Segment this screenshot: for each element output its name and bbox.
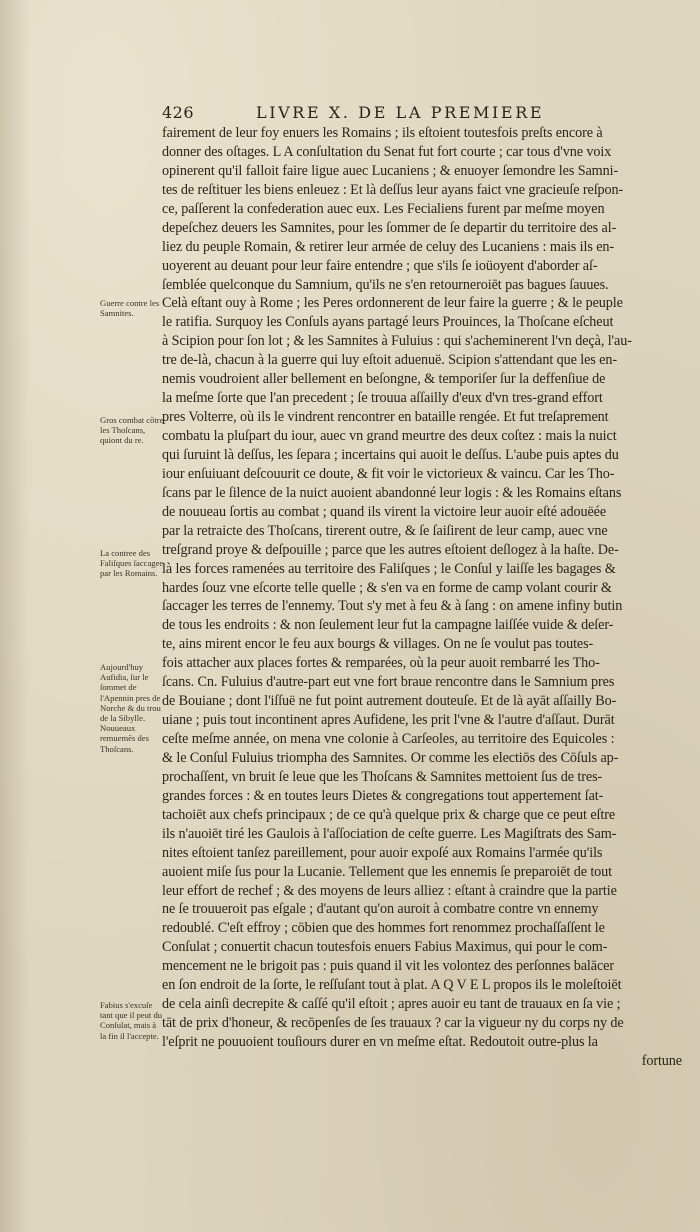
margin-note: Aujourd'huy Aufidia, ſur le ſommet de l'Apennin pres de Norche & du trou de la Sibylle. Nouueaux remuemēs des Thoſcans. [100,662,161,754]
text-line: qui ſuruint là deſſus, les ſepara ; incertains qui auoit le deſſus. L'aube puis aptes du [162,446,619,463]
text-line: ils n'auoiēt tiré les Gaulois à l'aſſociation de ceſte guerre. Les Magiſtrats des Sam- [162,825,617,842]
text-line: ſcans. Cn. Fuluius d'autre-part eut vne fort braue rencontre dans le Samnium pres [162,674,615,691]
text-line: leur effort de rechef ; & des moyens de leurs alliez : eſtant à craindre que la partie [162,882,617,899]
text-line: à Scipion pour ſon lot ; & les Samnites à Fuluius : qui s'acheminerent l'vn deçà, l'au- [162,333,632,350]
margin-note: Guerre contre les Samnites. [100,298,160,319]
text-line: là les forces ramenées au territoire des Faliſques ; le Conſul y laiſſe les bagages & [162,560,616,577]
text-line: treſgrand proye & deſpouille ; parce que les autres eſtoient deſlogez à la haſte. De- [162,541,619,558]
text-line: tāt de prix d'honeur, & recōpenſes de ſes trauaux ? car la vigueur ny du corps ny de [162,1015,624,1032]
text-line: de cela ainſi decrepite & caſſé qu'il eſtoit ; apres auoir eu tant de trauaux en ſa vie ; [162,996,621,1013]
text-line: liez du peuple Romain, & retirer leur armée de celuy des Lucaniens : mais ils en- [162,238,615,255]
text-line: depeſchez deuers les Samnites, pour les ſommer de ſe departir du territoire des al- [162,219,617,236]
body-text [162,124,682,1071]
text-line: nemis voudroient aller bellement en beſongne, & temporiſer ſur la deffenſiue de [162,371,606,388]
text-line: combatu la pluſpart du iour, auec vn grand meurtre des deux coſtez : mais la nuict [162,428,617,444]
text-line: Conſulat ; conuertit chacun toutesfois enuers Fabius Maximus, qui pour le com- [162,939,608,956]
text-line: fois attacher aux places fortes & remparées, où la peur auoit rembarré les Tho- [162,655,600,672]
text-line: ſaccager les terres de l'ennemy. Tout s'y met à feu & à ſang : on amene infiny butin [162,598,623,615]
text-line: iour enſuiuant deſcouurit ce doute, & fit voir le victorieux & vaincu. Car les Tho- [162,465,615,482]
text-line: ce, paſſerent la confederation auec eux. Les Fecialiens furent par meſme moyen [162,200,605,217]
text-line: de Bouiane ; dont l'iſſuë ne fut point autrement douteuſe. Et de là ayāt aſſailly Bo- [162,693,617,710]
text-line: par la retraicte des Thoſcans, tirerent outre, & ſe ſaiſirent de leur camp, auec vne [162,522,608,539]
text-line: mencement ne le brigoit pas : puis quand il vit les volontez des perſonnes balācer [162,958,614,975]
text-line: & le Conſul Fuluius triompha des Samnites. Or comme les electiōs des Cōſuls ap- [162,749,619,766]
text-line: auoient miſe ſus pour la Lucanie. Tellement que les ennemis ſe preparoiēt de tout [162,863,613,880]
gutter-shadow [0,0,30,1232]
text-line: fairement de leur foy enuers les Romains ; ils eſtoient toutesfois preſts encore à [162,125,603,141]
text-line: pres Volterre, où ils le vindrent rencontrer en bataille rengée. Et fut treſaprement [162,409,609,426]
text-line: ſemblée quelconque du Samnium, qu'ils ne s'en retourneroiēt pas bagues ſauues. [162,276,609,293]
text-line: tre de-là, chacun à la guerre qui luy eſtoit aduenuë. Scipion s'attendant que les en- [162,352,617,369]
margin-note: Gros combat cōtre les Thoſcans, quiont du re. [100,415,164,446]
text-line: uiane ; puis tout incontinent apres Aufidene, les prit l'vne & l'autre d'aſſaut. Durāt [162,712,615,729]
text-line: ſcans par le ſilence de la nuict auoient abandonné leur logis : & les Romains eſtans [162,484,622,501]
text-line: donner des oſtages. L A conſultation du Senat fut fort courte ; car tous d'vne voix [162,143,612,160]
margin-note: La contree des Faliſques ſaccagee par les Romains. [100,548,164,579]
text-line: ne ſe trouueroit pas eſgale ; d'autant qu'on auroit à combatre contre vn ennemy [162,901,599,918]
text-line: l'eſprit ne pouuoient touſiours durer en vn meſme eſtat. Redoutoit outre-plus la [162,1034,598,1050]
text-line: la meſme ſorte que l'an precedent ; ſe trouua aſſailly d'eux d'vn tres-grand effort [162,390,603,407]
text-line: ceſte meſme année, on mena vne colonie à Carſeoles, au territoire des Equicoles : [162,731,615,747]
page-header [0,103,700,125]
text-line: le ratifia. Surquoy les Conſuls ayans partagé leurs Prouinces, la Thoſcane eſcheut [162,314,614,331]
running-title: LIVRE X. DE LA PREMIERE [256,103,545,122]
text-line: grandes forces : & en toutes leurs Dietes & congregations tout appertement ſat- [162,787,604,804]
text-line: tes de reſtituer les biens enleuez : Et là deſſus leur ayans faict vne gracieuſe reſpon- [162,181,624,198]
text-line: Celà eſtant ouy à Rome ; les Peres ordonnerent de leur faire la guerre ; & le peuple [162,295,623,312]
text-line: te, ains mirent encor le feu aux bourgs & villages. On ne ſe voulut pas toutes- [162,636,594,653]
text-line: nites eſtoient tanſez pareillement, pour auoir expoſé aux Romains l'armée qu'ils [162,844,603,861]
text-line: prochaſſent, vn bruit ſe leue que les Thoſcans & Samnites mettoient ſus de tres- [162,768,603,785]
text-line: en ſon endroit de la ſorte, le reſſuſant tout à plat. A Q V E L propos ils le moleſtoiēt [162,977,622,994]
text-line: tachoiēt aux chefs principaux ; de ce qu'à quelque prix & charge que ce peut eſtre [162,806,616,823]
catchword: fortune [641,1052,682,1069]
text-line: uoyerent au deuant pour leur faire entendre ; que s'ils ſe ioüoyent d'aborder aſ- [162,257,598,274]
text-line: redoublé. C'eſt effroy ; cōbien que des hommes fort renommez prochaſſaſſent le [162,920,605,937]
text-line: hardes ſouz vne eſcorte telle quelle ; & s'en va en forme de camp volant courir & [162,579,612,596]
text-line: de nouueau ſortis au combat ; quand ils virent la victoire leur auoir eſté adouëée [162,503,607,520]
margin-note: Fabius s'excuſe tant que il peut du Conſulat, mais à la fin il l'accepte. [100,1000,163,1041]
text-line: de tous les endroits : & non ſeulement leur fut la campagne laiſſée vuide & deſer- [162,617,614,634]
page-number: 426 [162,103,195,122]
text-line: opinerent qu'il falloit faire ligue auec Lucaniens ; & enuoyer ſemondre les Samni- [162,162,619,179]
